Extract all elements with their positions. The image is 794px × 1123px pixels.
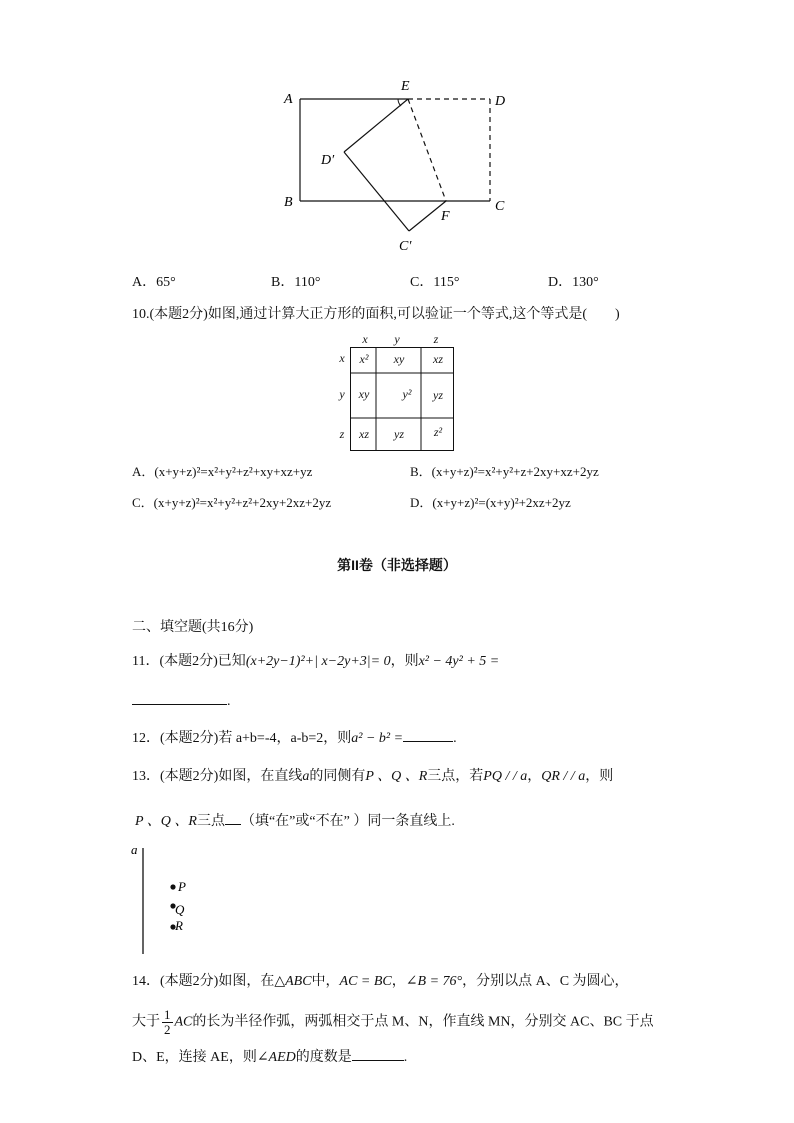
q13-label-p: P [178, 879, 186, 894]
q14-frac-den: 2 [164, 1022, 171, 1037]
q13-line2-a: 三点 [196, 814, 225, 829]
q12-prefix: 12．(本题2分)若 a+b=-4，a-b=2，则 [132, 731, 352, 746]
cell-xy-left: xy [358, 387, 370, 401]
segment-ed-prime [344, 99, 408, 152]
q14-line3-a: D、E，连接 AE，则 [132, 1050, 257, 1065]
q11-answer-blank[interactable] [132, 690, 227, 705]
q10-figure [335, 332, 465, 452]
q12-line [132, 727, 457, 748]
label-c: C [495, 199, 505, 214]
q14-line3 [132, 1046, 407, 1067]
q14-comma: ， [391, 974, 406, 989]
segment-dprime-cprime [344, 152, 409, 231]
q11-expr2: x² − 4y² + 5 = [418, 654, 500, 669]
q12-expr: a² − b² = [351, 731, 404, 746]
q14-eq1: AC = BC [339, 974, 392, 989]
col-header-x: x [362, 332, 368, 346]
q9-figure [270, 70, 530, 260]
q14-line2-b: 的长为半径作弧，两弧相交于点 M、N，作直线 MN，分别交 AC、BC 于点 [192, 1014, 654, 1030]
q14-tail: . [403, 1050, 408, 1065]
q13-line1-b: 的同侧有 [309, 769, 366, 784]
q13-label-r: R [175, 918, 183, 933]
q13-pts: P 、Q 、R [365, 769, 428, 784]
q11-answer-line [132, 690, 231, 711]
cell-x2: x² [359, 352, 369, 366]
label-b: B [284, 195, 293, 210]
q11-mid: ，则 [390, 654, 419, 669]
q14-answer-blank[interactable] [352, 1046, 404, 1061]
q12-tail: . [453, 731, 457, 746]
q13-sep: ， [527, 769, 542, 784]
q13-cond1: PQ / / a [483, 769, 528, 784]
cell-y2: y² [402, 387, 412, 401]
col-header-y: y [394, 332, 400, 346]
label-c-prime: C′ [399, 239, 412, 254]
q13-line1-a: 13．(本题2分)如图，在直线 [132, 769, 303, 784]
q11-expr1: (x+2y−1)²+| x−2y+3|= 0 [245, 654, 391, 669]
q11-line [132, 653, 499, 671]
row-header-y: y [339, 387, 345, 401]
q14-line2 [132, 1008, 654, 1037]
q14-eq2: ∠B = 76° [405, 974, 463, 989]
q9-option-a: A．65° [132, 275, 176, 290]
row-header-z: z [339, 427, 345, 441]
q13-line2-pts: P 、Q 、R [135, 814, 197, 829]
q13-figure [125, 840, 215, 960]
q12-answer-blank[interactable] [403, 727, 453, 742]
q9-option-d: D．130° [548, 275, 599, 290]
part2-title: 第II卷（非选择题） [337, 557, 457, 573]
q14-line2-ac: AC [174, 1014, 193, 1030]
q13-var-a: a [302, 769, 310, 784]
q13-cond2: QR / / a [541, 769, 586, 784]
q10-option-b: B．(x+y+z)²=x²+y²+z+2xy+xz+2yz [410, 464, 599, 479]
q10-option-c: C．(x+y+z)²=x²+y²+z²+2xy+2xz+2yz [132, 495, 332, 510]
cell-z2: z² [433, 425, 443, 439]
q14-line1 [132, 973, 629, 991]
q10-option-a: A．(x+y+z)²=x²+y²+z²+xy+xz+yz [132, 464, 313, 479]
label-e: E [401, 79, 410, 94]
q14-angle: ∠AED [256, 1050, 296, 1065]
q10-option-d: D．(x+y+z)²=(x+y)²+2xz+2yz [410, 495, 571, 510]
q14-tri: △ABC [274, 974, 312, 989]
row-header-x: x [339, 351, 345, 365]
q9-option-c: C．115° [410, 275, 460, 290]
q13-line1 [132, 768, 613, 786]
q11-prefix: 11．(本题2分)已知 [132, 654, 246, 669]
cell-yz-right: yz [433, 388, 443, 402]
segment-ef-dashed [408, 99, 446, 201]
q13-line1-c: 三点，若 [427, 769, 484, 784]
part2-section-heading: 二、填空题(共16分) [132, 620, 254, 635]
q13-label-q: Q [175, 902, 185, 917]
col-header-z: z [433, 332, 439, 346]
q13-line2 [135, 810, 455, 831]
q13-answer-blank[interactable] [225, 810, 241, 825]
cell-xz-top: xz [433, 352, 443, 366]
q14-line1-a: 14．(本题2分)如图，在 [132, 974, 275, 989]
cell-xy-top: xy [393, 352, 405, 366]
q14-line1-c: ，分别以点 A、C 为圆心， [462, 974, 629, 989]
q14-line1-b: 中， [311, 974, 340, 989]
q13-line2-b: （填“在”或“不在” ）同一条直线上. [240, 814, 455, 829]
q9-option-b: B．110° [271, 275, 321, 290]
cell-yz-bottom: yz [394, 427, 404, 441]
q14-fraction [162, 1008, 173, 1037]
q14-frac-num: 1 [164, 1007, 171, 1022]
cell-xz-left: xz [359, 427, 369, 441]
q13-point-p [170, 884, 175, 889]
q13-line1-d: ，则 [585, 769, 614, 784]
q10-stem: 10.(本题2分)如图,通过计算大正方形的面积,可以验证一个等式,这个等式是( ) [132, 307, 620, 322]
label-f: F [441, 209, 450, 224]
label-d: D [495, 94, 506, 109]
q14-line3-b: 的度数是 [295, 1050, 352, 1065]
label-a: A [284, 92, 293, 107]
q13-label-line-a: a [131, 842, 138, 857]
q14-line2-a: 大于 [132, 1014, 160, 1030]
angle-arc-e [398, 99, 401, 106]
q11-tail: . [227, 694, 231, 709]
label-d-prime: D′ [321, 153, 335, 168]
